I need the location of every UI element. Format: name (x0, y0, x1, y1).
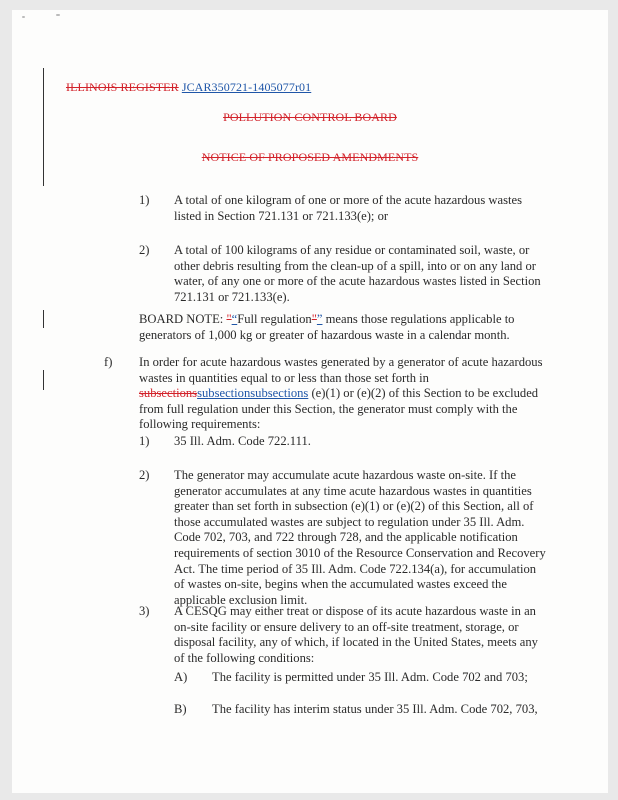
section-f-text-a: In order for acute hazardous wastes generated by a generator of acute hazardous wastes in quantities equal to or less than those set forth in (139, 355, 543, 385)
board-struck: POLLUTION CONTROL BOARD (223, 110, 397, 124)
board-note-term: Full regulation (237, 312, 312, 326)
item-text: A total of one kilogram of one or more of the acute hazardous wastes listed in Section 721.131 or 721.133(e); or (174, 193, 522, 223)
change-bar-board-note (43, 310, 44, 328)
quote-struck: " (311, 312, 317, 326)
item-number: 1) (139, 193, 150, 207)
item-text: 35 Ill. Adm. Code 722.111. (174, 434, 311, 448)
subitem-text: The facility has interim status under 35 Ill. Adm. Code 702, 703, (212, 702, 538, 716)
board-note-text: means those regulations applicable to generators of 1,000 kg or greater of hazardous waste in a calendar month. (139, 312, 515, 342)
item-number: 2) (139, 468, 150, 482)
item-text: A CESQG may either treat or dispose of its acute hazardous waste in an on-site facility or ensure delivery to an off-site treatment, storage, or disposal facility, any of which, if located in the United States, meets any of the following conditions: (174, 604, 538, 665)
subitem-text: The facility is permitted under 35 Ill. Adm. Code 702 and 703; (212, 670, 528, 684)
scan-speck (22, 16, 25, 18)
register-struck: ILLINOIS REGISTER (66, 80, 179, 94)
item-number: 2) (139, 243, 150, 257)
struck-word: subsections (139, 386, 198, 401)
item-text: The generator may accumulate acute hazardous waste on-site. If the generator accumulates at any time acute hazardous wastes in quantities greater than set forth in subsection (e)(1) or (e)(2) of this Section, all of those accumulated wastes are subject to regulation under 35 Ill. Adm. Code 702, 703, and 722 through 728, and the applicable notification requirements of section 3010 of the Resource Conservation and Recovery Act. The time period of 35 Ill. Adm. Code 722.134(a), for accumulation of wastes on-site, begins when the accumulated wastes exceed the applicable exclusion limit. (174, 468, 546, 607)
change-bar-header (43, 68, 44, 186)
register-line (66, 80, 311, 95)
board-note-prefix: BOARD NOTE: (139, 312, 227, 326)
item-number: 1) (139, 434, 150, 448)
subitem-letter: B) (174, 702, 187, 716)
register-inserted: JCAR350721-1405077r01 (181, 80, 312, 94)
section-f-text-b: (e)(1) or (e)(2) of this Section to be excluded from full regulation under this Section, the generator must comply with the following requirements: (139, 386, 539, 432)
section-f-text (139, 355, 551, 433)
board-line (12, 110, 608, 125)
quote-inserted: “ (231, 312, 238, 326)
board-note (139, 312, 551, 343)
document-page (12, 10, 608, 793)
inserted-word: subsectionsubsections (197, 386, 309, 401)
change-bar-section-f (43, 370, 44, 390)
section-number: f) (104, 355, 113, 369)
quote-struck: " (226, 312, 232, 326)
subitem-letter: A) (174, 670, 188, 684)
notice-line (12, 150, 608, 165)
item-text: A total of 100 kilograms of any residue or contaminated soil, waste, or other debris resulting from the clean-up of a spill, into or on any land or water, of any one or more of the acute hazardous wastes listed in Section 721.131 or 721.133(e). (174, 243, 541, 304)
notice-struck: NOTICE OF PROPOSED AMENDMENTS (201, 150, 419, 164)
scan-speck (56, 14, 60, 16)
quote-inserted: ” (316, 312, 323, 326)
item-number: 3) (139, 604, 150, 618)
